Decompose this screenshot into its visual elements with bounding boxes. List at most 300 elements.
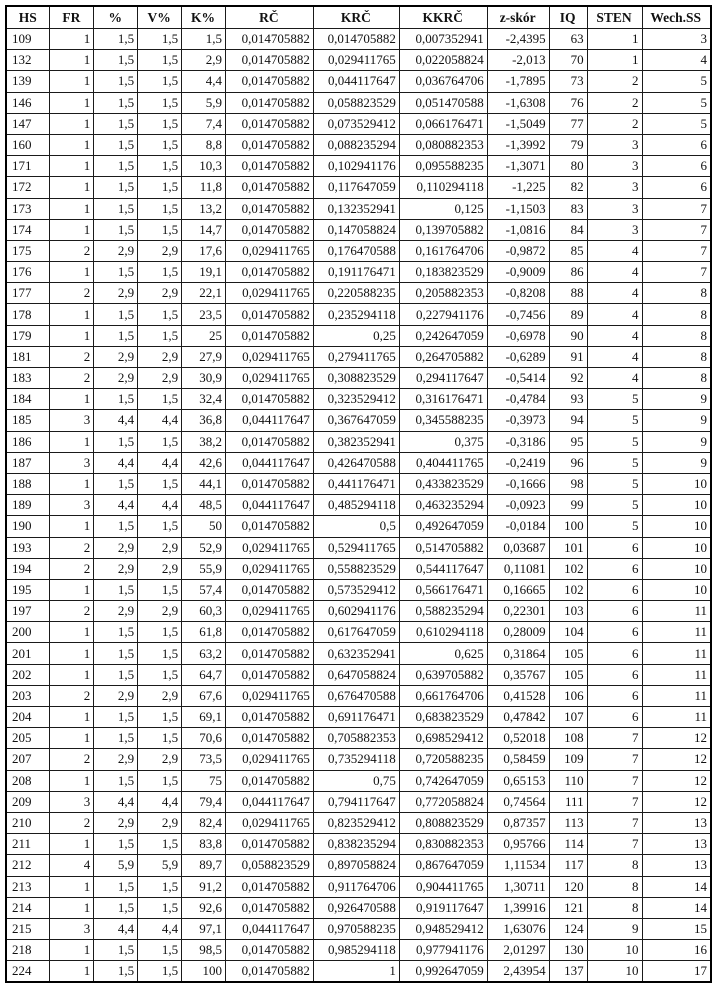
cell-kkrc: 0,683823529 (399, 707, 487, 728)
cell-z-score: 0,58459 (487, 749, 549, 770)
cell-fr: 3 (50, 495, 94, 516)
cell-z-score: -1,225 (487, 177, 549, 198)
cell-v-percent: 2,9 (138, 749, 182, 770)
cell-rc: 0,029411765 (225, 537, 313, 558)
cell-iq: 86 (549, 262, 587, 283)
cell-krc: 0,441176471 (313, 473, 399, 494)
table-row (6, 876, 711, 897)
cell-rc: 0,014705882 (225, 389, 313, 410)
table-row (6, 601, 711, 622)
cell-iq: 96 (549, 452, 587, 473)
cell-k-percent: 52,9 (182, 537, 226, 558)
cell-z-score: -1,5049 (487, 113, 549, 134)
cell-v-percent: 1,5 (138, 664, 182, 685)
cell-sten: 5 (587, 516, 642, 537)
cell-z-score: -2,013 (487, 50, 549, 71)
cell-hs: 190 (6, 516, 50, 537)
cell-hs: 210 (6, 812, 50, 833)
cell-hs: 195 (6, 579, 50, 600)
cell-iq: 103 (549, 601, 587, 622)
cell-wech-ss: 9 (642, 410, 711, 431)
cell-hs: 173 (6, 198, 50, 219)
column-header-krc: KRČ (313, 6, 399, 29)
table-row (6, 283, 711, 304)
cell-fr: 1 (50, 198, 94, 219)
cell-v-percent: 1,5 (138, 92, 182, 113)
cell-percent: 1,5 (94, 622, 138, 643)
cell-k-percent: 23,5 (182, 304, 226, 325)
cell-k-percent: 36,8 (182, 410, 226, 431)
cell-z-score: -0,5414 (487, 368, 549, 389)
cell-v-percent: 1,5 (138, 579, 182, 600)
cell-percent: 1,5 (94, 834, 138, 855)
column-header-k-percent: K% (182, 6, 226, 29)
cell-iq: 79 (549, 134, 587, 155)
cell-hs: 193 (6, 537, 50, 558)
cell-fr: 2 (50, 685, 94, 706)
cell-v-percent: 1,5 (138, 961, 182, 983)
cell-hs: 224 (6, 961, 50, 983)
cell-v-percent: 1,5 (138, 516, 182, 537)
cell-iq: 121 (549, 897, 587, 918)
cell-z-score: -2,4395 (487, 29, 549, 50)
cell-kkrc: 0,316176471 (399, 389, 487, 410)
cell-wech-ss: 5 (642, 92, 711, 113)
cell-k-percent: 5,9 (182, 92, 226, 113)
cell-hs: 205 (6, 728, 50, 749)
table-row (6, 855, 711, 876)
cell-z-score: 0,52018 (487, 728, 549, 749)
cell-z-score: 0,22301 (487, 601, 549, 622)
cell-k-percent: 10,3 (182, 156, 226, 177)
cell-v-percent: 1,5 (138, 304, 182, 325)
cell-sten: 4 (587, 368, 642, 389)
cell-percent: 1,5 (94, 198, 138, 219)
cell-fr: 1 (50, 473, 94, 494)
cell-iq: 108 (549, 728, 587, 749)
cell-kkrc: 0,007352941 (399, 29, 487, 50)
cell-k-percent: 92,6 (182, 897, 226, 918)
cell-krc: 0,970588235 (313, 918, 399, 939)
cell-hs: 174 (6, 219, 50, 240)
cell-kkrc: 0,433823529 (399, 473, 487, 494)
table-row (6, 516, 711, 537)
cell-sten: 5 (587, 410, 642, 431)
cell-kkrc: 0,514705882 (399, 537, 487, 558)
cell-z-score: -0,7456 (487, 304, 549, 325)
cell-fr: 2 (50, 346, 94, 367)
cell-z-score: 0,11081 (487, 558, 549, 579)
cell-kkrc: 0,742647059 (399, 770, 487, 791)
cell-wech-ss: 13 (642, 855, 711, 876)
cell-fr: 1 (50, 113, 94, 134)
cell-sten: 3 (587, 177, 642, 198)
table-row (6, 622, 711, 643)
cell-sten: 7 (587, 791, 642, 812)
cell-wech-ss: 6 (642, 134, 711, 155)
cell-hs: 187 (6, 452, 50, 473)
cell-hs: 177 (6, 283, 50, 304)
table-row (6, 770, 711, 791)
cell-krc: 0,985294118 (313, 940, 399, 961)
cell-k-percent: 11,8 (182, 177, 226, 198)
cell-wech-ss: 5 (642, 71, 711, 92)
cell-fr: 1 (50, 29, 94, 50)
cell-z-score: -0,4784 (487, 389, 549, 410)
cell-rc: 0,029411765 (225, 601, 313, 622)
cell-percent: 1,5 (94, 431, 138, 452)
cell-rc: 0,014705882 (225, 113, 313, 134)
cell-krc: 0,117647059 (313, 177, 399, 198)
cell-sten: 4 (587, 304, 642, 325)
cell-percent: 1,5 (94, 389, 138, 410)
cell-k-percent: 14,7 (182, 219, 226, 240)
column-header-v-percent: V% (138, 6, 182, 29)
cell-hs: 160 (6, 134, 50, 155)
cell-iq: 73 (549, 71, 587, 92)
cell-wech-ss: 14 (642, 897, 711, 918)
table-row (6, 749, 711, 770)
cell-k-percent: 44,1 (182, 473, 226, 494)
cell-wech-ss: 8 (642, 283, 711, 304)
cell-percent: 2,9 (94, 812, 138, 833)
cell-percent: 1,5 (94, 92, 138, 113)
cell-z-score: 0,35767 (487, 664, 549, 685)
cell-k-percent: 32,4 (182, 389, 226, 410)
table-row (6, 219, 711, 240)
cell-v-percent: 2,9 (138, 283, 182, 304)
cell-k-percent: 42,6 (182, 452, 226, 473)
table-row (6, 431, 711, 452)
cell-percent: 1,5 (94, 897, 138, 918)
cell-kkrc: 0,242647059 (399, 325, 487, 346)
cell-k-percent: 57,4 (182, 579, 226, 600)
cell-sten: 6 (587, 685, 642, 706)
cell-wech-ss: 9 (642, 389, 711, 410)
cell-percent: 1,5 (94, 707, 138, 728)
cell-sten: 5 (587, 431, 642, 452)
cell-wech-ss: 16 (642, 940, 711, 961)
cell-percent: 4,4 (94, 791, 138, 812)
cell-sten: 4 (587, 325, 642, 346)
cell-z-score: 0,28009 (487, 622, 549, 643)
cell-rc: 0,029411765 (225, 812, 313, 833)
cell-iq: 110 (549, 770, 587, 791)
cell-rc: 0,014705882 (225, 961, 313, 983)
cell-v-percent: 5,9 (138, 855, 182, 876)
cell-fr: 2 (50, 368, 94, 389)
cell-kkrc: 0,720588235 (399, 749, 487, 770)
cell-rc: 0,014705882 (225, 940, 313, 961)
cell-iq: 124 (549, 918, 587, 939)
cell-sten: 4 (587, 240, 642, 261)
cell-kkrc: 0,948529412 (399, 918, 487, 939)
cell-percent: 5,9 (94, 855, 138, 876)
table-row (6, 346, 711, 367)
cell-z-score: -1,6308 (487, 92, 549, 113)
cell-percent: 1,5 (94, 71, 138, 92)
cell-iq: 105 (549, 643, 587, 664)
cell-fr: 1 (50, 707, 94, 728)
cell-sten: 3 (587, 219, 642, 240)
cell-rc: 0,014705882 (225, 262, 313, 283)
cell-k-percent: 19,1 (182, 262, 226, 283)
cell-hs: 146 (6, 92, 50, 113)
table-row (6, 897, 711, 918)
cell-krc: 0,558823529 (313, 558, 399, 579)
cell-wech-ss: 12 (642, 791, 711, 812)
cell-k-percent: 50 (182, 516, 226, 537)
cell-v-percent: 1,5 (138, 219, 182, 240)
cell-rc: 0,014705882 (225, 177, 313, 198)
cell-wech-ss: 10 (642, 516, 711, 537)
cell-wech-ss: 10 (642, 558, 711, 579)
cell-k-percent: 67,6 (182, 685, 226, 706)
cell-z-score: -1,0816 (487, 219, 549, 240)
cell-rc: 0,029411765 (225, 283, 313, 304)
cell-fr: 1 (50, 940, 94, 961)
cell-k-percent: 100 (182, 961, 226, 983)
cell-wech-ss: 7 (642, 240, 711, 261)
cell-iq: 104 (549, 622, 587, 643)
cell-krc: 0,191176471 (313, 262, 399, 283)
cell-fr: 1 (50, 262, 94, 283)
cell-k-percent: 17,6 (182, 240, 226, 261)
cell-kkrc: 0,264705882 (399, 346, 487, 367)
cell-k-percent: 8,8 (182, 134, 226, 155)
cell-krc: 0,382352941 (313, 431, 399, 452)
cell-v-percent: 1,5 (138, 834, 182, 855)
cell-iq: 84 (549, 219, 587, 240)
column-header-hs: HS (6, 6, 50, 29)
cell-rc: 0,029411765 (225, 749, 313, 770)
cell-rc: 0,029411765 (225, 240, 313, 261)
cell-z-score: -0,9872 (487, 240, 549, 261)
cell-percent: 1,5 (94, 579, 138, 600)
cell-z-score: 1,63076 (487, 918, 549, 939)
cell-kkrc: 0,110294118 (399, 177, 487, 198)
cell-z-score: 0,47842 (487, 707, 549, 728)
cell-rc: 0,014705882 (225, 198, 313, 219)
cell-wech-ss: 15 (642, 918, 711, 939)
cell-iq: 105 (549, 664, 587, 685)
cell-iq: 111 (549, 791, 587, 812)
cell-percent: 1,5 (94, 304, 138, 325)
cell-percent: 1,5 (94, 113, 138, 134)
cell-rc: 0,014705882 (225, 516, 313, 537)
cell-iq: 91 (549, 346, 587, 367)
cell-hs: 189 (6, 495, 50, 516)
table-row (6, 113, 711, 134)
cell-kkrc: 0,205882353 (399, 283, 487, 304)
cell-rc: 0,014705882 (225, 50, 313, 71)
cell-wech-ss: 10 (642, 473, 711, 494)
cell-kkrc: 0,051470588 (399, 92, 487, 113)
cell-iq: 83 (549, 198, 587, 219)
cell-v-percent: 1,5 (138, 770, 182, 791)
cell-wech-ss: 6 (642, 156, 711, 177)
cell-krc: 1 (313, 961, 399, 983)
cell-sten: 5 (587, 473, 642, 494)
cell-hs: 175 (6, 240, 50, 261)
cell-iq: 82 (549, 177, 587, 198)
cell-v-percent: 1,5 (138, 29, 182, 50)
cell-k-percent: 30,9 (182, 368, 226, 389)
cell-fr: 1 (50, 664, 94, 685)
table-row (6, 177, 711, 198)
cell-v-percent: 2,9 (138, 368, 182, 389)
table-row (6, 134, 711, 155)
cell-krc: 0,676470588 (313, 685, 399, 706)
cell-rc: 0,014705882 (225, 29, 313, 50)
table-row (6, 452, 711, 473)
cell-kkrc: 0,161764706 (399, 240, 487, 261)
cell-hs: 194 (6, 558, 50, 579)
cell-v-percent: 2,9 (138, 601, 182, 622)
cell-hs: 172 (6, 177, 50, 198)
cell-sten: 4 (587, 262, 642, 283)
cell-sten: 2 (587, 92, 642, 113)
cell-iq: 98 (549, 473, 587, 494)
cell-fr: 1 (50, 431, 94, 452)
cell-percent: 2,9 (94, 283, 138, 304)
table-row (6, 304, 711, 325)
cell-percent: 2,9 (94, 558, 138, 579)
cell-iq: 90 (549, 325, 587, 346)
cell-k-percent: 97,1 (182, 918, 226, 939)
cell-fr: 1 (50, 961, 94, 983)
cell-kkrc: 0,977941176 (399, 940, 487, 961)
cell-fr: 2 (50, 601, 94, 622)
cell-percent: 1,5 (94, 156, 138, 177)
cell-iq: 99 (549, 495, 587, 516)
cell-v-percent: 2,9 (138, 537, 182, 558)
cell-v-percent: 1,5 (138, 622, 182, 643)
cell-kkrc: 0,080882353 (399, 134, 487, 155)
cell-hs: 214 (6, 897, 50, 918)
cell-percent: 1,5 (94, 728, 138, 749)
cell-percent: 1,5 (94, 473, 138, 494)
cell-v-percent: 2,9 (138, 812, 182, 833)
cell-wech-ss: 7 (642, 198, 711, 219)
cell-wech-ss: 12 (642, 728, 711, 749)
cell-iq: 92 (549, 368, 587, 389)
cell-krc: 0,308823529 (313, 368, 399, 389)
cell-sten: 5 (587, 389, 642, 410)
cell-krc: 0,691176471 (313, 707, 399, 728)
table-row (6, 664, 711, 685)
cell-wech-ss: 17 (642, 961, 711, 983)
cell-percent: 2,9 (94, 346, 138, 367)
cell-iq: 137 (549, 961, 587, 983)
cell-z-score: -0,1666 (487, 473, 549, 494)
table-row (6, 240, 711, 261)
cell-k-percent: 64,7 (182, 664, 226, 685)
cell-wech-ss: 6 (642, 177, 711, 198)
table-row (6, 940, 711, 961)
cell-krc: 0,529411765 (313, 537, 399, 558)
cell-fr: 1 (50, 579, 94, 600)
cell-k-percent: 61,8 (182, 622, 226, 643)
table-row (6, 834, 711, 855)
cell-iq: 109 (549, 749, 587, 770)
cell-fr: 1 (50, 71, 94, 92)
cell-kkrc: 0,808823529 (399, 812, 487, 833)
cell-iq: 106 (549, 685, 587, 706)
cell-z-score: 0,16665 (487, 579, 549, 600)
cell-kkrc: 0,610294118 (399, 622, 487, 643)
cell-fr: 4 (50, 855, 94, 876)
cell-kkrc: 0,183823529 (399, 262, 487, 283)
cell-k-percent: 4,4 (182, 71, 226, 92)
cell-hs: 211 (6, 834, 50, 855)
table-row (6, 71, 711, 92)
cell-wech-ss: 11 (642, 622, 711, 643)
cell-hs: 147 (6, 113, 50, 134)
cell-percent: 2,9 (94, 537, 138, 558)
cell-iq: 130 (549, 940, 587, 961)
table-row (6, 961, 711, 983)
cell-fr: 1 (50, 134, 94, 155)
cell-hs: 186 (6, 431, 50, 452)
cell-kkrc: 0,375 (399, 431, 487, 452)
cell-percent: 1,5 (94, 770, 138, 791)
column-header-kkrc: KKRČ (399, 6, 487, 29)
cell-hs: 178 (6, 304, 50, 325)
cell-v-percent: 1,5 (138, 897, 182, 918)
cell-v-percent: 1,5 (138, 262, 182, 283)
cell-kkrc: 0,566176471 (399, 579, 487, 600)
cell-krc: 0,911764706 (313, 876, 399, 897)
document-page (5, 5, 712, 983)
cell-z-score: 0,95766 (487, 834, 549, 855)
cell-z-score: -0,2419 (487, 452, 549, 473)
cell-v-percent: 4,4 (138, 410, 182, 431)
cell-wech-ss: 13 (642, 812, 711, 833)
cell-fr: 1 (50, 770, 94, 791)
cell-rc: 0,044117647 (225, 495, 313, 516)
cell-wech-ss: 11 (642, 664, 711, 685)
cell-sten: 3 (587, 198, 642, 219)
cell-wech-ss: 8 (642, 368, 711, 389)
column-header-z-score: z-skór (487, 6, 549, 29)
cell-rc: 0,014705882 (225, 156, 313, 177)
cell-percent: 2,9 (94, 601, 138, 622)
cell-kkrc: 0,139705882 (399, 219, 487, 240)
cell-v-percent: 1,5 (138, 389, 182, 410)
cell-z-score: -0,0184 (487, 516, 549, 537)
cell-rc: 0,014705882 (225, 579, 313, 600)
cell-z-score: 0,65153 (487, 770, 549, 791)
cell-percent: 4,4 (94, 918, 138, 939)
cell-krc: 0,279411765 (313, 346, 399, 367)
table-row (6, 537, 711, 558)
table-row (6, 791, 711, 812)
cell-hs: 188 (6, 473, 50, 494)
cell-v-percent: 1,5 (138, 325, 182, 346)
cell-iq: 89 (549, 304, 587, 325)
cell-hs: 215 (6, 918, 50, 939)
cell-sten: 4 (587, 283, 642, 304)
cell-v-percent: 2,9 (138, 346, 182, 367)
cell-krc: 0,147058824 (313, 219, 399, 240)
column-header-sten: STEN (587, 6, 642, 29)
cell-percent: 1,5 (94, 50, 138, 71)
cell-rc: 0,014705882 (225, 431, 313, 452)
cell-z-score: -1,3992 (487, 134, 549, 155)
cell-kkrc: 0,698529412 (399, 728, 487, 749)
cell-percent: 2,9 (94, 368, 138, 389)
